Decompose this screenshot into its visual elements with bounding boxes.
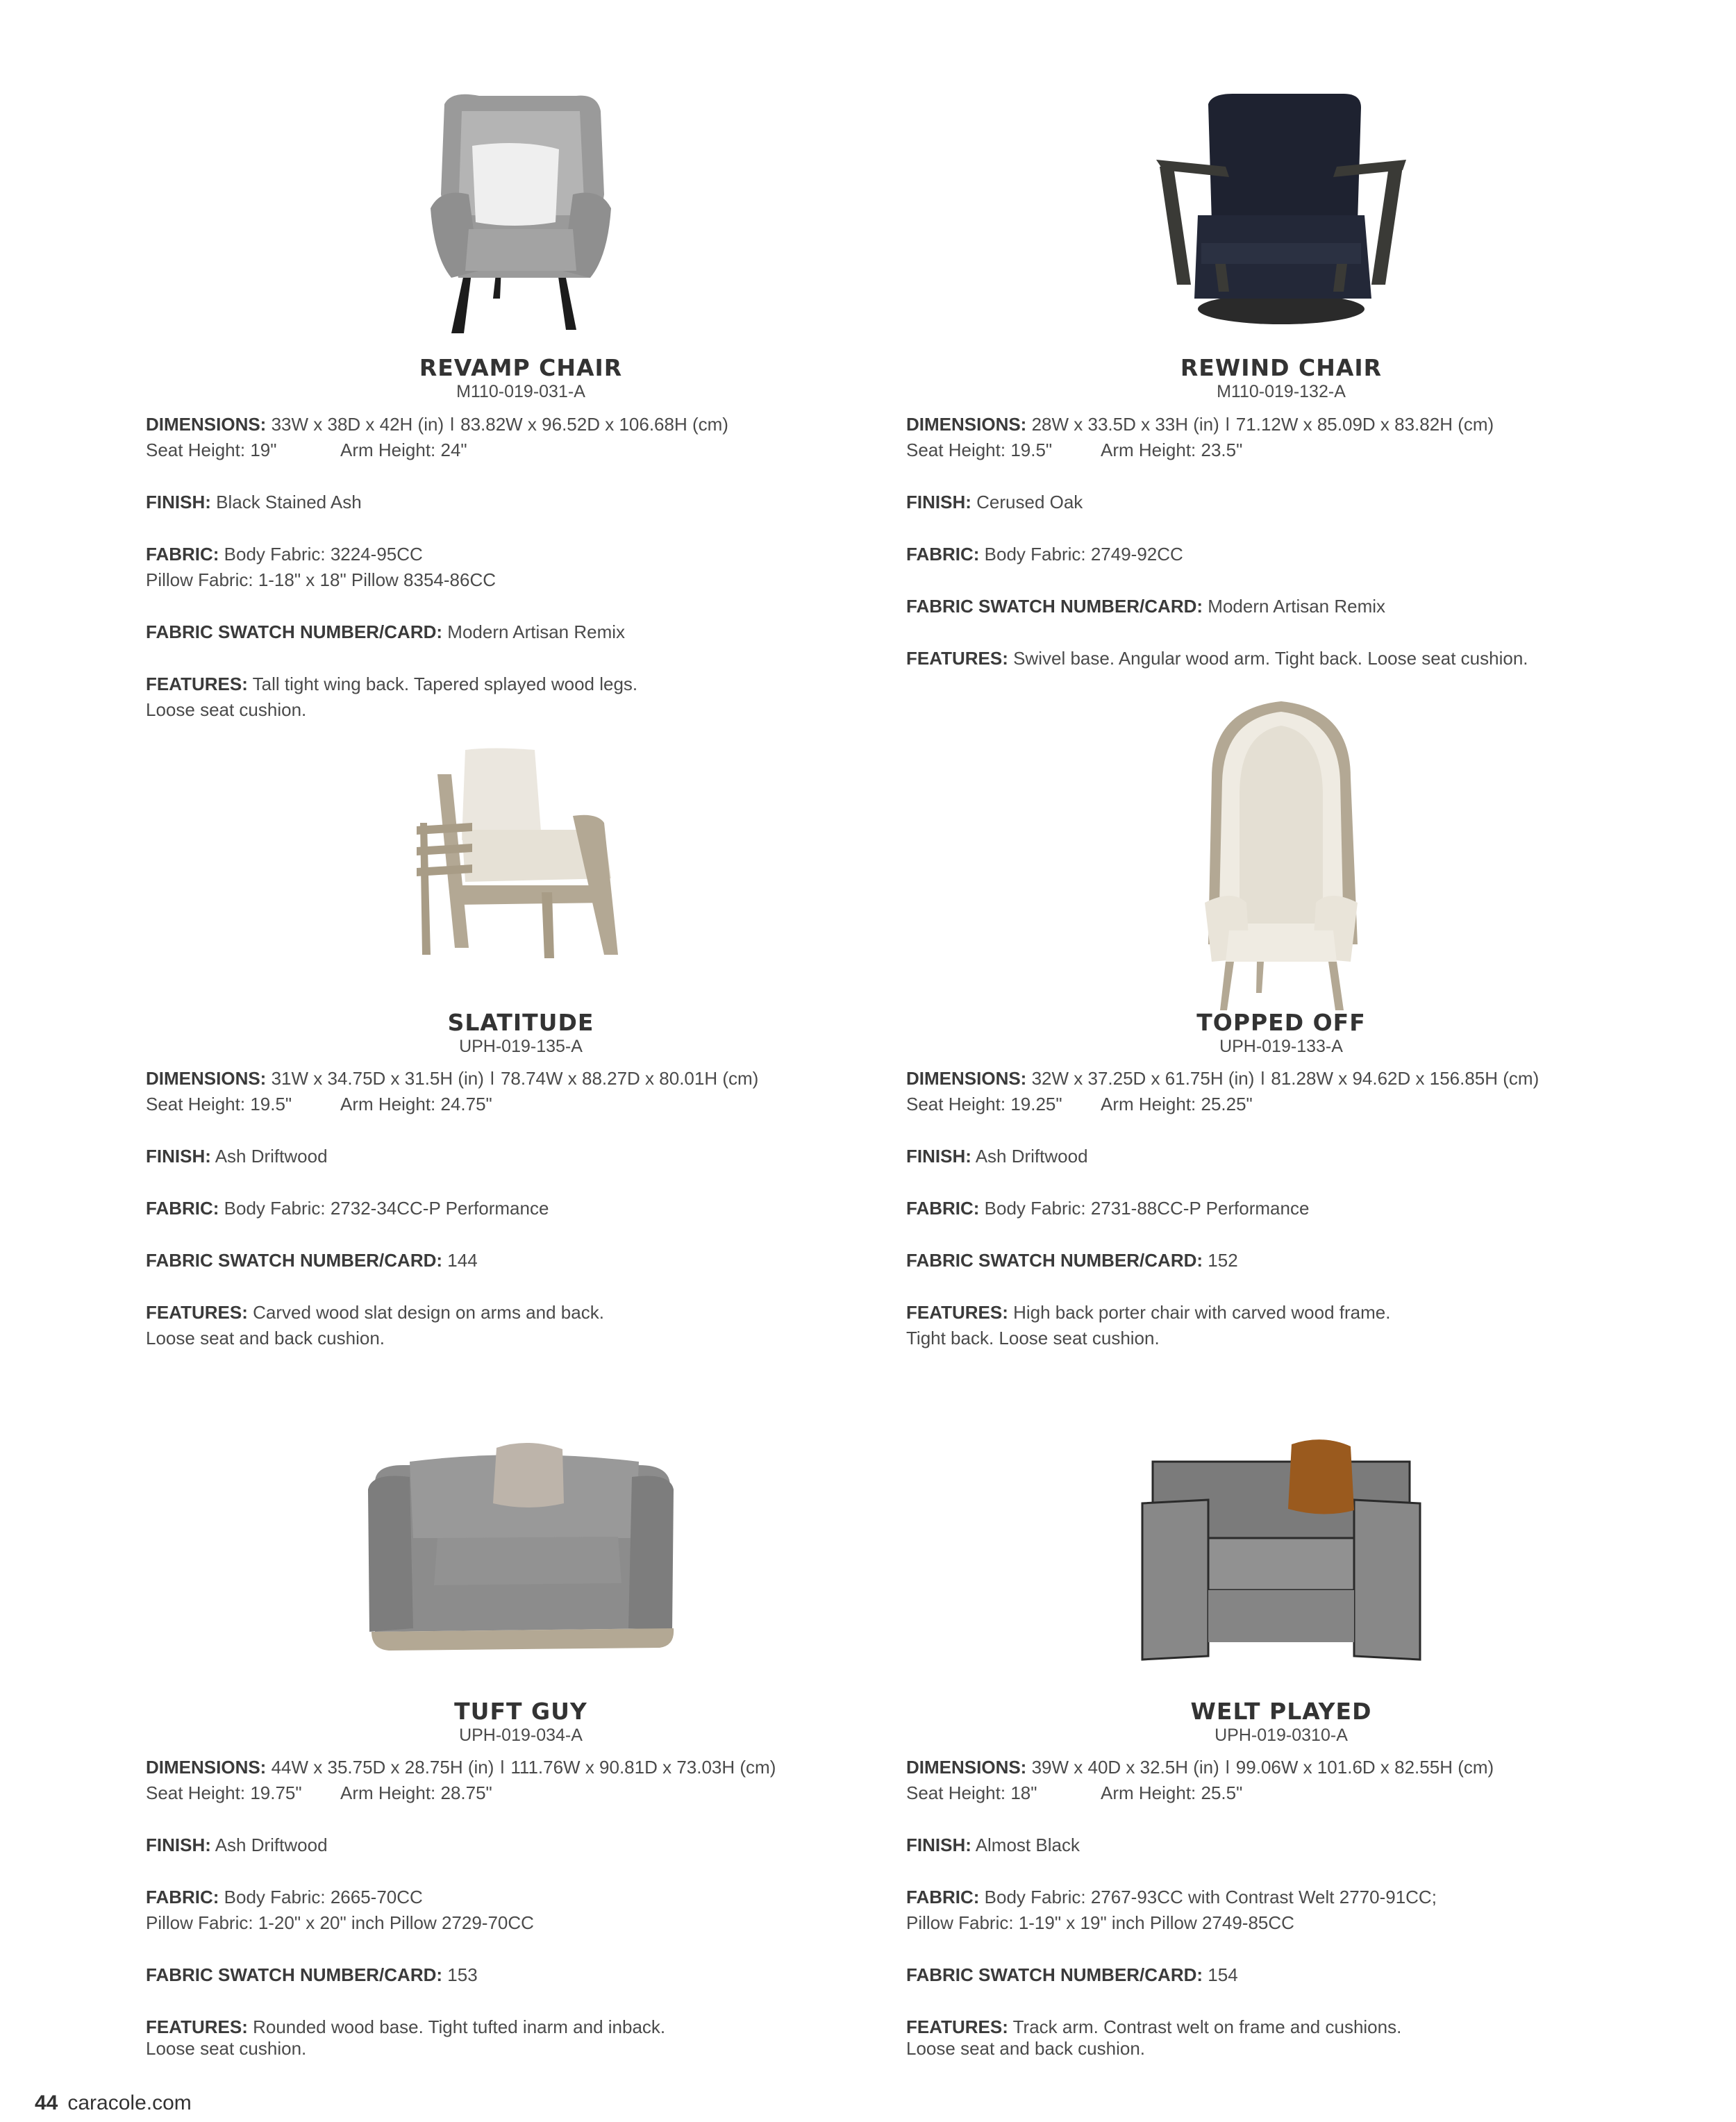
- arm-height: Arm Height: 25.25": [1101, 1094, 1253, 1114]
- seat-height: Seat Height: 19.5": [906, 440, 1053, 460]
- dimensions-cm: 111.76W x 90.81D x 73.03H (cm): [510, 1757, 776, 1778]
- porter-chair-icon: [1191, 694, 1371, 1014]
- dimensions-in: 44W x 35.75D x 28.75H (in): [271, 1757, 494, 1778]
- dimensions-cm: 78.74W x 88.27D x 80.01H (cm): [500, 1068, 759, 1089]
- dimensions-label: DIMENSIONS:: [906, 1068, 1027, 1089]
- features-line: Loose seat and back cushion.: [906, 2038, 1146, 2059]
- tufted-chair-image: [146, 1434, 896, 1656]
- separator: l: [1225, 414, 1230, 435]
- product-specs: [146, 1066, 896, 1351]
- arm-height: Arm Height: 24.75": [340, 1094, 492, 1114]
- fabric-line: Body Fabric: 2767-93CC with Contrast Welt 2770-91CC;: [984, 1887, 1437, 1907]
- product-specs: [146, 1755, 896, 2062]
- dimensions-label: DIMENSIONS:: [146, 1068, 267, 1089]
- swatch-label: FABRIC SWATCH NUMBER/CARD:: [146, 621, 443, 642]
- finish-value: Cerused Oak: [976, 492, 1083, 512]
- features-line: Swivel base. Angular wood arm. Tight back. Loose seat cushion.: [1013, 648, 1528, 669]
- dimensions-label: DIMENSIONS:: [906, 414, 1027, 435]
- fabric-line: Body Fabric: 2731-88CC-P Performance: [984, 1198, 1310, 1219]
- dimensions-in: 32W x 37.25D x 61.75H (in): [1031, 1068, 1255, 1089]
- features-line: Loose seat cushion.: [146, 2038, 307, 2059]
- slat-arm-chair-icon: [396, 746, 646, 962]
- track-arm-chair-image: [906, 1434, 1656, 1663]
- dimensions-cm: 81.28W x 94.62D x 156.85H (cm): [1271, 1068, 1539, 1089]
- fabric-label: FABRIC:: [146, 1887, 219, 1907]
- product-title: REWIND CHAIR: [1180, 354, 1383, 381]
- swatch-label: FABRIC SWATCH NUMBER/CARD:: [146, 1250, 443, 1271]
- swatch-label: FABRIC SWATCH NUMBER/CARD:: [906, 1964, 1203, 1985]
- seat-height: Seat Height: 19.75": [146, 1782, 302, 1803]
- finish-label: FINISH:: [906, 1835, 971, 1855]
- seat-height: Seat Height: 18": [906, 1782, 1037, 1803]
- features-label: FEATURES:: [906, 2016, 1008, 2037]
- features-line: Loose seat cushion.: [146, 699, 307, 720]
- finish-label: FINISH:: [146, 1835, 211, 1855]
- features-label: FEATURES:: [146, 1302, 248, 1323]
- features-line: High back porter chair with carved wood frame.: [1013, 1302, 1391, 1323]
- dimensions-cm: 99.06W x 101.6D x 82.55H (cm): [1235, 1757, 1494, 1778]
- finish-label: FINISH:: [906, 1146, 971, 1167]
- track-arm-chair-icon: [1121, 1434, 1441, 1663]
- dimensions-in: 31W x 34.75D x 31.5H (in): [271, 1068, 484, 1089]
- features-line: Tight back. Loose seat cushion.: [906, 1328, 1160, 1348]
- dimensions-cm: 83.82W x 96.52D x 106.68H (cm): [460, 414, 728, 435]
- dimensions-label: DIMENSIONS:: [906, 1757, 1027, 1778]
- dimensions-in: 33W x 38D x 42H (in): [271, 414, 444, 435]
- fabric-label: FABRIC:: [146, 1198, 219, 1219]
- fabric-line: Body Fabric: 2665-70CC: [224, 1887, 423, 1907]
- product-title: SLATITUDE: [447, 1009, 594, 1036]
- swatch-value: Modern Artisan Remix: [1208, 596, 1386, 617]
- finish-value: Almost Black: [975, 1835, 1080, 1855]
- swatch-label: FABRIC SWATCH NUMBER/CARD:: [906, 596, 1203, 617]
- features-line: Loose seat and back cushion.: [146, 1328, 385, 1348]
- slat-arm-chair-image: [146, 746, 896, 962]
- separator: l: [1225, 1757, 1230, 1778]
- product-sku: UPH-019-133-A: [1219, 1037, 1343, 1056]
- page-number: 44: [35, 2091, 58, 2114]
- product-sku: UPH-019-034-A: [459, 1726, 583, 1745]
- swatch-value: 144: [447, 1250, 478, 1271]
- finish-value: Ash Driftwood: [215, 1146, 328, 1167]
- product-sku: UPH-019-135-A: [459, 1037, 583, 1056]
- features-label: FEATURES:: [906, 648, 1008, 669]
- dimensions-in: 39W x 40D x 32.5H (in): [1031, 1757, 1219, 1778]
- finish-value: Black Stained Ash: [216, 492, 362, 512]
- website-link[interactable]: caracole.com: [67, 2091, 192, 2114]
- product-sku: UPH-019-0310-A: [1215, 1726, 1348, 1745]
- arm-height: Arm Height: 25.5": [1101, 1782, 1243, 1803]
- finish-label: FINISH:: [146, 492, 211, 512]
- swatch-value: Modern Artisan Remix: [447, 621, 626, 642]
- finish-label: FINISH:: [906, 492, 971, 512]
- swatch-value: 153: [447, 1964, 478, 1985]
- seat-height: Seat Height: 19.5": [146, 1094, 292, 1114]
- arm-height: Arm Height: 24": [340, 440, 467, 460]
- wingback-chair-image: [146, 90, 896, 333]
- features-line: Carved wood slat design on arms and back.: [253, 1302, 604, 1323]
- fabric-line: Pillow Fabric: 1-18" x 18" Pillow 8354-86CC: [146, 569, 496, 590]
- product-title: TOPPED OFF: [1196, 1009, 1366, 1036]
- separator: l: [1260, 1068, 1265, 1089]
- fabric-line: Pillow Fabric: 1-20" x 20" inch Pillow 2729-70CC: [146, 1912, 534, 1933]
- swivel-chair-icon: [1149, 90, 1413, 326]
- fabric-line: Body Fabric: 3224-95CC: [224, 544, 423, 565]
- product-specs: [906, 1755, 1656, 2062]
- dimensions-cm: 71.12W x 85.09D x 83.82H (cm): [1235, 414, 1494, 435]
- fabric-line: Body Fabric: 2732-34CC-P Performance: [224, 1198, 549, 1219]
- features-label: FEATURES:: [146, 674, 248, 694]
- separator: l: [450, 414, 454, 435]
- swivel-chair-image: [906, 90, 1656, 326]
- product-specs: [146, 412, 896, 723]
- swatch-value: 154: [1208, 1964, 1238, 1985]
- features-label: FEATURES:: [146, 2016, 248, 2037]
- porter-chair-image: [906, 694, 1656, 1014]
- features-line: Rounded wood base. Tight tufted inarm and inback.: [253, 2016, 666, 2037]
- separator: l: [500, 1757, 505, 1778]
- product-specs: [906, 412, 1656, 671]
- fabric-line: Pillow Fabric: 1-19" x 19" inch Pillow 2749-85CC: [906, 1912, 1294, 1933]
- product-sku: M110-019-132-A: [1217, 382, 1346, 401]
- seat-height: Seat Height: 19.25": [906, 1094, 1062, 1114]
- arm-height: Arm Height: 23.5": [1101, 440, 1243, 460]
- finish-value: Ash Driftwood: [215, 1835, 328, 1855]
- page-footer: [35, 2091, 192, 2115]
- finish-value: Ash Driftwood: [975, 1146, 1088, 1167]
- seat-height: Seat Height: 19": [146, 440, 277, 460]
- product-title: TUFT GUY: [454, 1698, 587, 1725]
- dimensions-in: 28W x 33.5D x 33H (in): [1031, 414, 1219, 435]
- tufted-chair-icon: [361, 1434, 681, 1656]
- fabric-label: FABRIC:: [146, 544, 219, 565]
- product-title: WELT PLAYED: [1190, 1698, 1372, 1725]
- finish-label: FINISH:: [146, 1146, 211, 1167]
- fabric-label: FABRIC:: [906, 1887, 980, 1907]
- product-specs: [906, 1066, 1656, 1351]
- wingback-chair-icon: [403, 90, 639, 333]
- features-label: FEATURES:: [906, 1302, 1008, 1323]
- swatch-label: FABRIC SWATCH NUMBER/CARD:: [146, 1964, 443, 1985]
- dimensions-label: DIMENSIONS:: [146, 414, 267, 435]
- fabric-label: FABRIC:: [906, 1198, 980, 1219]
- features-line: Tall tight wing back. Tapered splayed wood legs.: [252, 674, 638, 694]
- separator: l: [490, 1068, 494, 1089]
- fabric-label: FABRIC:: [906, 544, 980, 565]
- product-sku: M110-019-031-A: [456, 382, 585, 401]
- fabric-line: Body Fabric: 2749-92CC: [984, 544, 1183, 565]
- arm-height: Arm Height: 28.75": [340, 1782, 492, 1803]
- features-line: Track arm. Contrast welt on frame and cushions.: [1012, 2016, 1402, 2037]
- dimensions-label: DIMENSIONS:: [146, 1757, 267, 1778]
- product-title: REVAMP CHAIR: [419, 354, 623, 381]
- swatch-label: FABRIC SWATCH NUMBER/CARD:: [906, 1250, 1203, 1271]
- swatch-value: 152: [1208, 1250, 1238, 1271]
